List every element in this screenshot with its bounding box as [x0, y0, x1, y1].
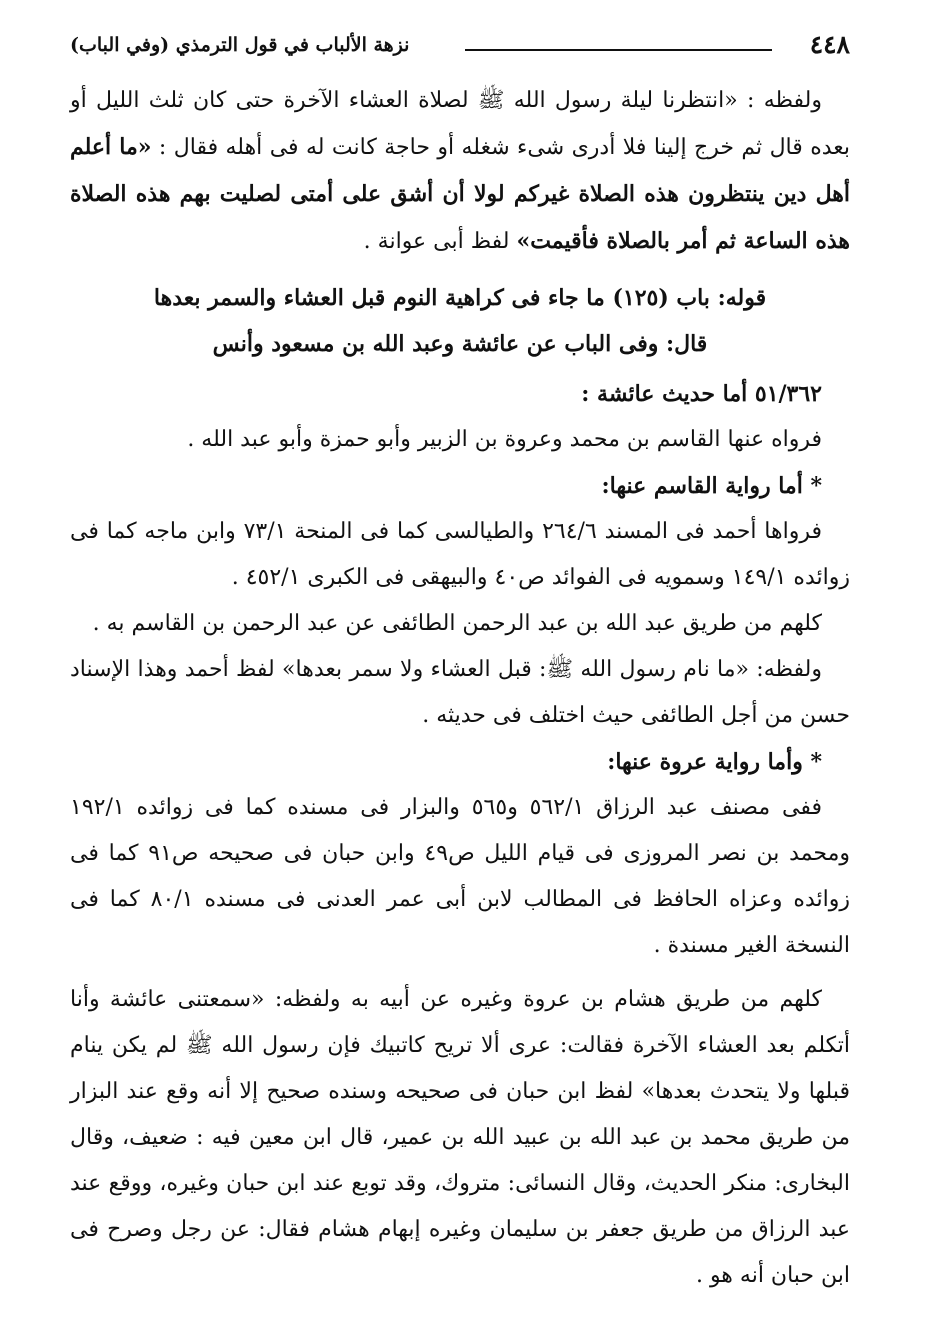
- paragraph-hadith-quote: «ما أعلم أهل دين ينتظرون هذه الصلاة غيركم لولا أن أشق على أمتى لصليت بهم هذه الصلاة هذه الساعة ثم أمر بالصلاة فأقيمت»: [70, 134, 850, 254]
- paragraph-hadith-intro: ولفظه : «انتظرنا ليلة رسول الله ﷺ لصلاة العشاء الآخرة حتى كان ثلث الليل أو بعده قال ثم خرج إلينا فلا أدرى شىء شغله أو حاجة كانت له فى أهله فقال :: [70, 88, 851, 160]
- subheading-urwa: * وأما رواية عروة عنها:: [607, 749, 822, 775]
- header-rule: [465, 49, 772, 51]
- paragraph-narrators: فرواه عنها القاسم بن محمد وعروة بن الزبير وأبو حمزة وأبو عبد الله .: [187, 427, 822, 452]
- running-title: نزهة الألباب في قول الترمذي (وفي الباب): [70, 34, 410, 56]
- paragraph-gap: [70, 969, 850, 977]
- page-header: [70, 30, 850, 72]
- paragraph-hadith-text: [70, 78, 850, 265]
- section-heading-aisha: ٥١/٣٦٢ أما حديث عائشة :: [581, 381, 822, 407]
- book-page: [70, 30, 850, 1320]
- chapter-heading: [70, 275, 850, 367]
- paragraph-qasim-sources: فرواها أحمد فى المسند ٢٦٤/٦ والطيالسى كما فى المنحة ٧٣/١ وابن ماجه كما فى زوائده ١٤٩/١ وسمويه فى الفوائد ص٤٠ والبيهقى فى الكبرى ٤٥٢/١ .: [70, 519, 850, 590]
- page-body: [70, 78, 850, 1299]
- paragraph-qasim-chain: كلهم من طريق عبد الله بن عبد الرحمن الطائفى عن عبد الرحمن بن القاسم به .: [92, 611, 822, 636]
- paragraph-qasim-wording: ولفظه: «ما نام رسول الله ﷺ: قبل العشاء ولا سمر بعدها» لفظ أحمد وهذا الإسناد حسن من أجل الطائفى حيث اختلف فى حديثه .: [70, 657, 850, 728]
- paragraph-hadith-source: لفظ أبى عوانة .: [363, 229, 517, 254]
- chapter-subtitle: قال: وفى الباب عن عائشة وعبد الله بن مسعود وأنس: [212, 331, 708, 357]
- subheading-qasim: * أما رواية القاسم عنها:: [601, 473, 822, 499]
- paragraph-urwa-chain: كلهم من طريق هشام بن عروة وغيره عن أبيه به ولفظه: «سمعتنى عائشة وأنا أتكلم بعد العشاء الآخرة فقالت: عرى ألا تريح كاتبيك فإن رسول الله ﷺ لم يكن ينام قبلها ولا يتحدث بعدها» لفظ ابن حبان فى صحيحه وسنده صحيح إلا أنه وقع عند البزار من طريق محمد بن عبد الله بن عبيد الله بن عمير، قال ابن معين فيه : ضعيف، وقال البخارى: منكر الحديث، وقال النسائى: متروك، وقد توبع عند ابن حبان وغيره، ووقع عند عبد الرزاق من طريق جعفر بن سليمان وغيره إبهام هشام فقال: عن رجل وصرح فى ابن حبان أنه هو .: [70, 987, 850, 1288]
- chapter-title: قوله: باب (١٢٥) ما جاء فى كراهية النوم قبل العشاء والسمر بعدها: [153, 285, 767, 311]
- paragraph-urwa-sources: ففى مصنف عبد الرزاق ٥٦٢/١ و٥٦٥ والبزار فى مسنده كما فى زوائده ١٩٢/١ ومحمد بن نصر المروزى فى قيام الليل ص٤٩ وابن حبان فى صحيحه ص٩١ كما فى زوائده وعزاه الحافظ فى المطالب لابن أبى عمر العدنى فى مسنده ٨٠/١ كما فى النسخة الغير مسندة .: [70, 795, 850, 958]
- page-number: ٤٤٨: [809, 30, 850, 59]
